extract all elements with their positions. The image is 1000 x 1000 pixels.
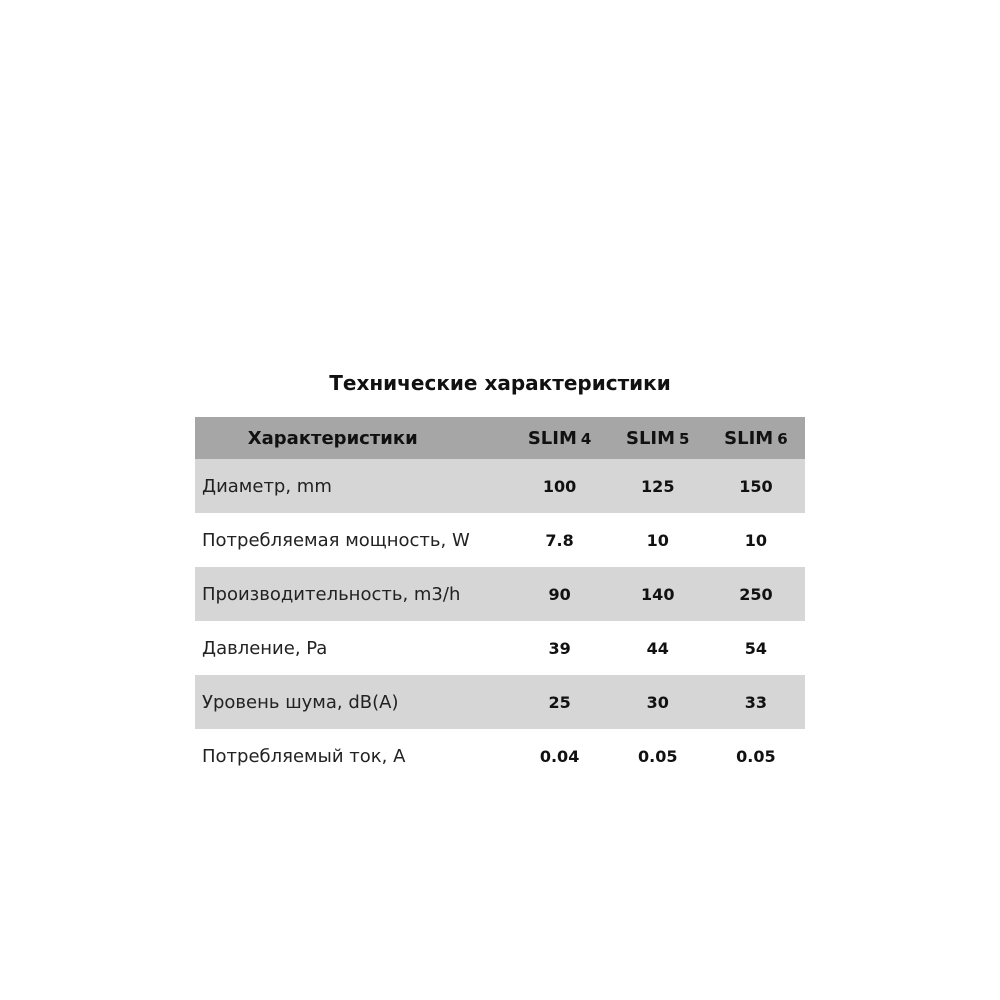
- row-label: Потребляемый ток, А: [195, 729, 511, 783]
- table-row-noise: [195, 675, 805, 729]
- page-title: Технические характеристики: [329, 371, 671, 395]
- cell-slim-5: 0.05: [609, 729, 707, 783]
- cell-slim-6: 250: [707, 567, 805, 621]
- cell-slim-5: 44: [609, 621, 707, 675]
- cell-slim-6: 54: [707, 621, 805, 675]
- row-label: Диаметр, mm: [195, 459, 511, 513]
- cell-slim-4: 100: [511, 459, 609, 513]
- cell-slim-6: 33: [707, 675, 805, 729]
- table-header-row: [195, 417, 805, 459]
- specs-table: [195, 417, 805, 783]
- model-number: 5: [679, 429, 690, 448]
- header-characteristics: Характеристики: [195, 417, 511, 459]
- cell-slim-4: 90: [511, 567, 609, 621]
- model-name: SLIM: [626, 427, 676, 449]
- model-number: 6: [777, 429, 788, 448]
- header-model-slim-5: [609, 417, 707, 459]
- table-row-power: [195, 513, 805, 567]
- cell-slim-5: 30: [609, 675, 707, 729]
- cell-slim-4: 7.8: [511, 513, 609, 567]
- cell-slim-6: 0.05: [707, 729, 805, 783]
- table-row-pressure: [195, 621, 805, 675]
- model-name: SLIM: [527, 427, 577, 449]
- table-row-diameter: [195, 459, 805, 513]
- row-label: Давление, Pa: [195, 621, 511, 675]
- model-number: 4: [580, 429, 592, 448]
- row-label: Потребляемая мощность, W: [195, 513, 511, 567]
- header-model-slim-6: [707, 417, 805, 459]
- table-row-capacity: [195, 567, 805, 621]
- row-label: Производительность, m3/h: [195, 567, 511, 621]
- cell-slim-5: 125: [609, 459, 707, 513]
- cell-slim-4: 25: [511, 675, 609, 729]
- header-model-slim-4: [511, 417, 609, 459]
- cell-slim-6: 150: [707, 459, 805, 513]
- cell-slim-6: 10: [707, 513, 805, 567]
- cell-slim-5: 140: [609, 567, 707, 621]
- model-name: SLIM: [724, 427, 774, 449]
- table-row-current: [195, 729, 805, 783]
- cell-slim-5: 10: [609, 513, 707, 567]
- cell-slim-4: 39: [511, 621, 609, 675]
- cell-slim-4: 0.04: [511, 729, 609, 783]
- row-label: Уровень шума, dB(A): [195, 675, 511, 729]
